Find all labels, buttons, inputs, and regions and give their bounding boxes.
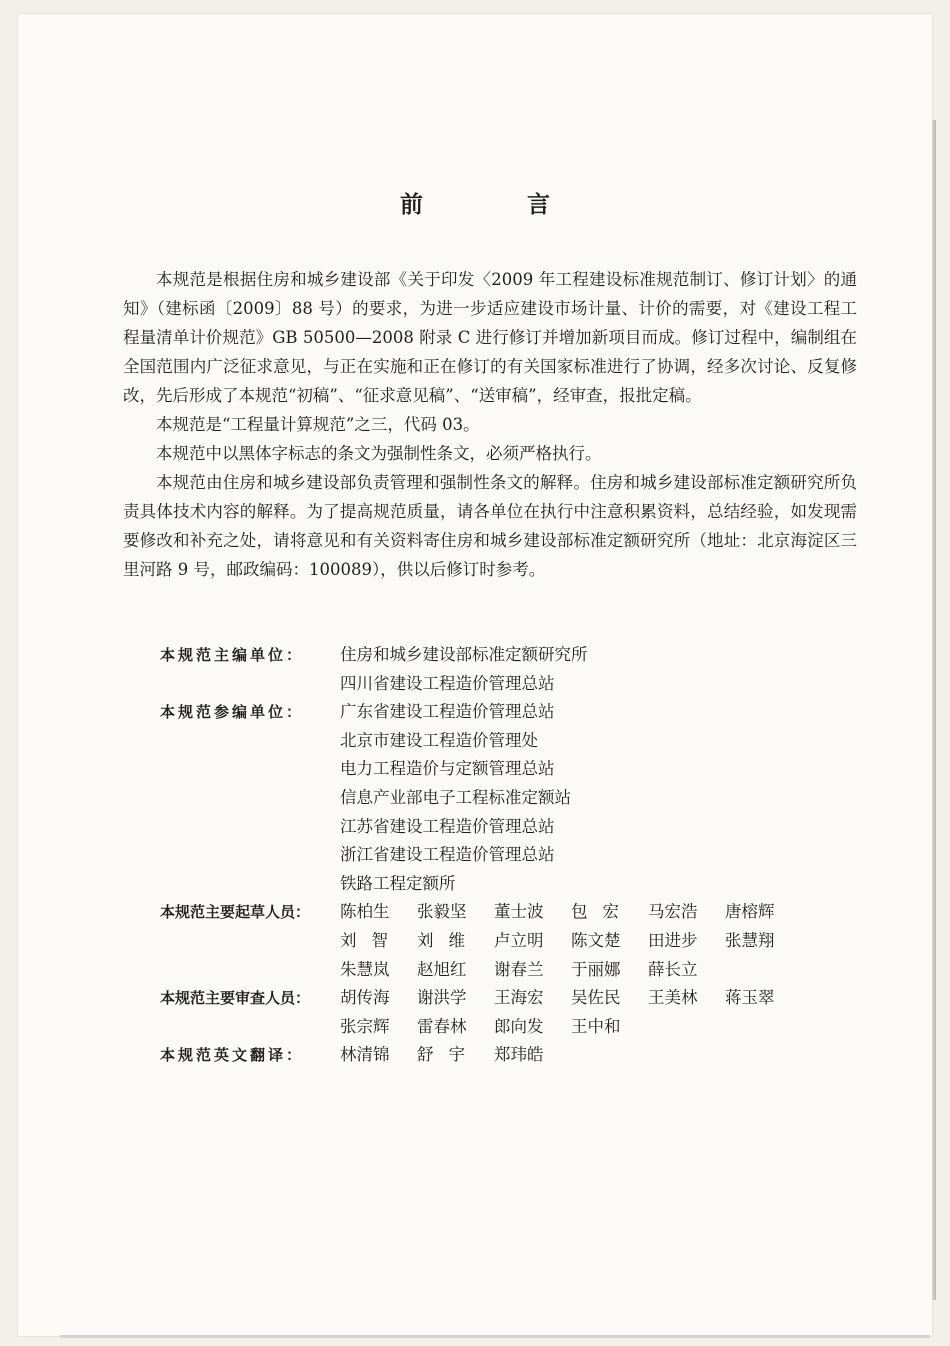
paragraph: 本规范是根据住房和城乡建设部《关于印发〈2009 年工程建设标准规范制订、修订计划〉的通知》（建标函〔2009〕88 号）的要求，为进一步适应建设市场计量、计价的需要，对《建设工程工程量清单计价规范》GB 50500—2008 附录 C 进行修订并增加新项目而成。修订过程中，编制组在全国范围内广泛征求意见，与正在实施和正在修订的有关国家标准进行了协调，经多次讨论、反复修改，先后形成了本规范“初稿”、“征求意见稿”、“送审稿”，经审查，报批定稿。 — [123, 270, 857, 405]
person-name: 陈文楚 — [571, 930, 621, 950]
person-name: 陈柏生 — [340, 902, 390, 922]
participating-units-list — [340, 698, 840, 898]
page-edge-shadow — [932, 120, 936, 1300]
paragraph: 本规范是“工程量计算规范”之三，代码 03。 — [156, 415, 480, 434]
unit-name: 广东省建设工程造价管理总站 — [340, 702, 555, 722]
credits-section — [160, 641, 840, 1070]
person-name: 朱慧岚 — [340, 959, 390, 979]
person-name: 薛长立 — [648, 959, 698, 979]
unit-name: 住房和城乡建设部标准定额研究所 — [340, 645, 588, 664]
reviewers-label: 本规范主要审查人员： — [160, 989, 311, 1008]
person-name: 郎向发 — [494, 1016, 544, 1036]
person-name: 谢洪学 — [417, 988, 467, 1008]
person-name: 刘维 — [417, 930, 480, 950]
person-name: 郑玮皓 — [494, 1045, 544, 1065]
person-name: 田进步 — [648, 930, 698, 950]
chief-units-row — [160, 641, 840, 698]
reviewers-list — [340, 984, 810, 1041]
person-name: 于丽娜 — [571, 959, 621, 979]
page-title: 前 言 — [399, 192, 598, 218]
unit-name: 北京市建设工程造价管理处 — [340, 730, 538, 750]
person-name: 赵旭红 — [417, 959, 467, 979]
chief-units-list — [340, 641, 840, 698]
reviewers-row — [160, 984, 840, 1041]
participating-units-row — [160, 698, 840, 898]
unit-name: 浙江省建设工程造价管理总站 — [340, 845, 555, 865]
person-name: 包宏 — [571, 902, 634, 922]
person-name: 王海宏 — [494, 988, 544, 1008]
paragraph: 本规范由住房和城乡建设部负责管理和强制性条文的解释。住房和城乡建设部标准定额研究所负责具体技术内容的解释。为了提高规范质量，请各单位在执行中注意积累资料，总结经验，如发现需要修改和补充之处，请将意见和有关资料寄住房和城乡建设部标准定额研究所（地址：北京海淀区三里河路 9 号，邮政编码：100089），供以后修订时参考。 — [123, 473, 857, 579]
person-name: 吴佐民 — [571, 988, 621, 1008]
translators-list — [340, 1041, 810, 1070]
person-name: 卢立明 — [494, 930, 544, 950]
translators-row — [160, 1041, 840, 1070]
person-name: 刘智 — [340, 930, 403, 950]
drafters-label: 本规范主要起草人员： — [160, 903, 311, 922]
person-name: 王美林 — [648, 988, 698, 1008]
person-name: 马宏浩 — [648, 902, 698, 922]
person-name: 胡传海 — [340, 988, 390, 1008]
person-name: 谢春兰 — [494, 959, 544, 979]
drafters-row — [160, 898, 840, 984]
translators-label: 本规范英文翻译： — [160, 1046, 305, 1065]
participating-units-label: 本规范参编单位： — [160, 703, 305, 722]
unit-name: 铁路工程定额所 — [340, 873, 456, 893]
person-name: 张慧翔 — [725, 930, 775, 950]
unit-name: 江苏省建设工程造价管理总站 — [340, 816, 555, 836]
person-name: 蒋玉翠 — [725, 988, 775, 1008]
person-name: 张毅坚 — [417, 902, 467, 922]
person-name: 董士波 — [494, 902, 544, 922]
person-name: 舒宇 — [417, 1045, 480, 1065]
person-name: 张宗辉 — [340, 1016, 390, 1036]
unit-name: 信息产业部电子工程标准定额站 — [340, 787, 571, 807]
person-name: 雷春林 — [417, 1016, 467, 1036]
person-name: 林清锦 — [340, 1045, 390, 1065]
page-bottom-edge — [60, 1335, 930, 1338]
unit-name: 电力工程造价与定额管理总站 — [340, 759, 555, 779]
unit-name: 四川省建设工程造价管理总站 — [340, 673, 555, 693]
person-name: 王中和 — [571, 1016, 621, 1036]
preface-body — [123, 265, 857, 584]
chief-units-label: 本规范主编单位： — [160, 646, 305, 664]
drafters-list — [340, 898, 810, 984]
person-name: 唐榕辉 — [725, 902, 775, 922]
paragraph: 本规范中以黑体字标志的条文为强制性条文，必须严格执行。 — [156, 444, 602, 463]
